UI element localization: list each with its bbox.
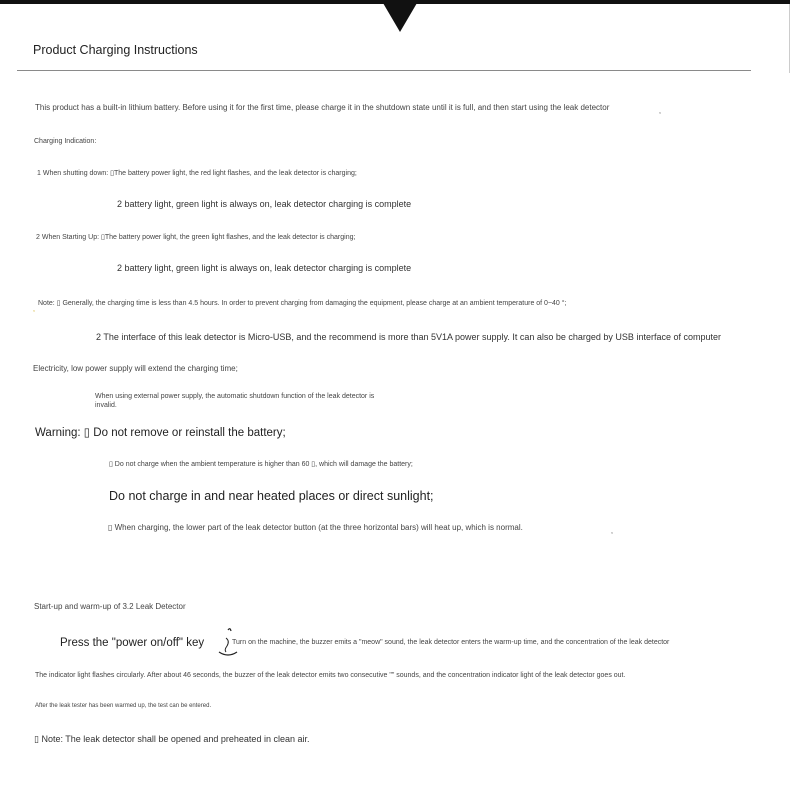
heat-note-mark: ,	[611, 528, 613, 535]
external-power-note-cont: invalid.	[95, 402, 117, 409]
interface-note: 2 The interface of this leak detector is Micro-USB, and the recommend is more than 5V1A power supply. It can also be charged by USB interface of computer	[96, 332, 721, 342]
title-divider	[17, 70, 751, 71]
press-key-text: Press the "power on/off" key	[60, 637, 205, 649]
charging-time-note: Note: ▯ Generally, the charging time is less than 4.5 hours. In order to prevent charging from damaging the equipment, please charge at an ambient temperature of 0~40 °;	[38, 300, 567, 307]
heat-normal-note: ▯ When charging, the lower part of the leak detector button (at the three horizontal bars) will heat up, which is normal.	[108, 523, 523, 532]
turn-on-text: Turn on the machine, the buzzer emits a "meow" sound, the leak detector enters the warm-up time, and the concentration of the leak detector	[232, 639, 670, 646]
note-mark: ,	[33, 306, 35, 313]
after-warm-text: After the leak tester has been warmed up, the test can be entered.	[35, 703, 212, 709]
page-title: Product Charging Instructions	[33, 43, 198, 57]
indicator-text: The indicator light flashes circularly. After about 46 seconds, the buzzer of the leak detector emits two consecutive "" sounds, and the concentration indicator light of the leak detector goes out.	[35, 672, 626, 679]
startup-indication: 2 When Starting Up: ▯The battery power light, the green light flashes, and the leak detector is charging;	[36, 234, 356, 241]
external-power-note: When using external power supply, the automatic shutdown function of the leak detector is	[95, 393, 375, 400]
electricity-note: Electricity, low power supply will extend the charging time;	[33, 364, 238, 373]
down-arrow-icon	[383, 3, 417, 32]
charging-indication-label: Charging Indication:	[34, 138, 97, 145]
battery-warning: Warning: ▯ Do not remove or reinstall the battery;	[35, 427, 286, 439]
intro-mark: ,	[659, 108, 661, 115]
clean-air-note: ▯ Note: The leak detector shall be opened and preheated in clean air.	[34, 734, 310, 744]
intro-text: This product has a built-in lithium battery. Before using it for the first time, please charge it in the shutdown state until it is full, and then start using the leak detector	[35, 103, 610, 112]
temperature-warning: ▯ Do not charge when the ambient temperature is higher than 60 ▯, which will damage the battery;	[109, 461, 413, 468]
heat-warning: Do not charge in and near heated places or direct sunlight;	[109, 489, 434, 503]
shutdown-complete: 2 battery light, green light is always on, leak detector charging is complete	[117, 199, 412, 209]
shutdown-indication: 1 When shutting down: ▯The battery power light, the red light flashes, and the leak detector is charging;	[37, 170, 357, 177]
startup-heading: Start-up and warm-up of 3.2 Leak Detector	[34, 602, 186, 611]
startup-complete: 2 battery light, green light is always on, leak detector charging is complete	[117, 263, 412, 273]
